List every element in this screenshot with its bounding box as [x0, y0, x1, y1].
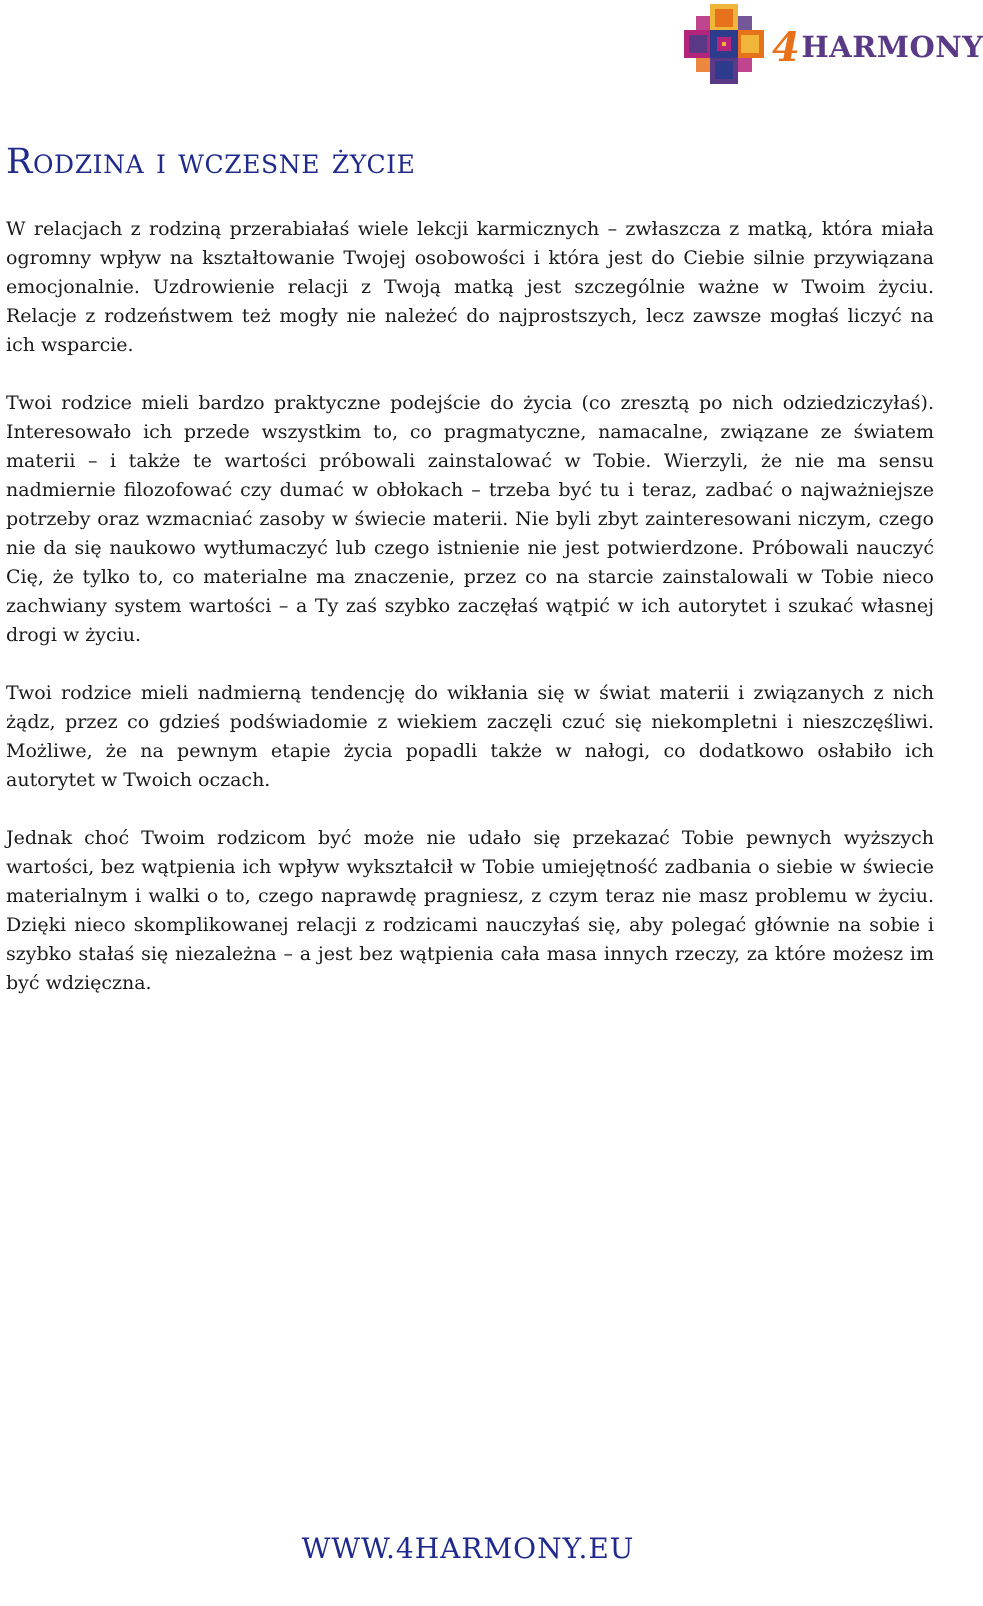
paragraph: Twoi rodzice mieli nadmierną tendencję do wikłania się w świat materii i związanych z nich żądz, przez co gdzieś podświadomie z wiekiem zaczęli czuć się niekompletni i nieszczęśliwi. Możliwe, że na pewnym etapie życia popadli także w nałogi, co dodatkowo osłabiło ich autorytet w Twoich oczach. — [6, 682, 934, 791]
logo-wordmark — [772, 24, 983, 71]
footer-url: WWW.4HARMONY.EU — [301, 1532, 635, 1565]
article-body — [6, 215, 934, 1027]
logo-prefix: 4 — [772, 24, 801, 71]
mosaic-cross-logo-icon — [682, 2, 766, 86]
logo-name: HARMONY — [801, 30, 983, 64]
paragraph: Jednak choć Twoim rodzicom być może nie udało się przekazać Tobie pewnych wyższych wartości, bez wątpienia ich wpływ wykształcił w Tobie umiejętność zadbania o siebie w świecie materialnym i walki o to, czego naprawdę pragniesz, z czym teraz nie masz problemu w życiu. Dzięki nieco skomplikowanej relacji z rodzicami nauczyłaś się, aby polegać głównie na sobie i szybko stałaś się niezależna – a jest bez wątpienia cała masa innych rzeczy, za które możesz im być wdzięczna. — [6, 827, 934, 994]
paragraph: W relacjach z rodziną przerabiałaś wiele lekcji karmicznych – zwłaszcza z matką, która miała ogromny wpływ na kształtowanie Twojej osobowości i która jest do Ciebie silnie przywiązana emocjonalnie. Uzdrowienie relacji z Twoją matką jest szczególnie ważne w Twoim życiu. Relacje z rodzeństwem też mogły nie należeć do najprostszych, lecz zawsze mogłaś liczyć na ich wsparcie. — [6, 218, 934, 356]
paragraph: Twoi rodzice mieli bardzo praktyczne podejście do życia (co zresztą po nich odziedziczyłaś). Interesowało ich przede wszystkim to, co pragmatyczne, namacalne, związane ze światem materii – i także te wartości próbowali zainstalować w Tobie. Wierzyli, że nie ma sensu nadmiernie filozofować czy dumać w obłokach – trzeba być tu i teraz, zadbać o najważniejsze potrzeby oraz wzmacniać zasoby w świecie materii. Nie byli zbyt zainteresowani niczym, czego nie da się naukowo wytłumaczyć lub czego istnienie nie jest potwierdzone. Próbowali nauczyć Cię, że tylko to, co materialne ma znaczenie, przez co na starcie zainstalowali w Tobie nieco zachwiany system wartości – a Ty zaś szybko zaczęłaś wątpić w ich autorytet i szukać własnej drogi w życiu. — [6, 392, 934, 646]
brand-logo — [682, 2, 983, 86]
page-title: Rodzina i wczesne życie — [6, 142, 416, 182]
